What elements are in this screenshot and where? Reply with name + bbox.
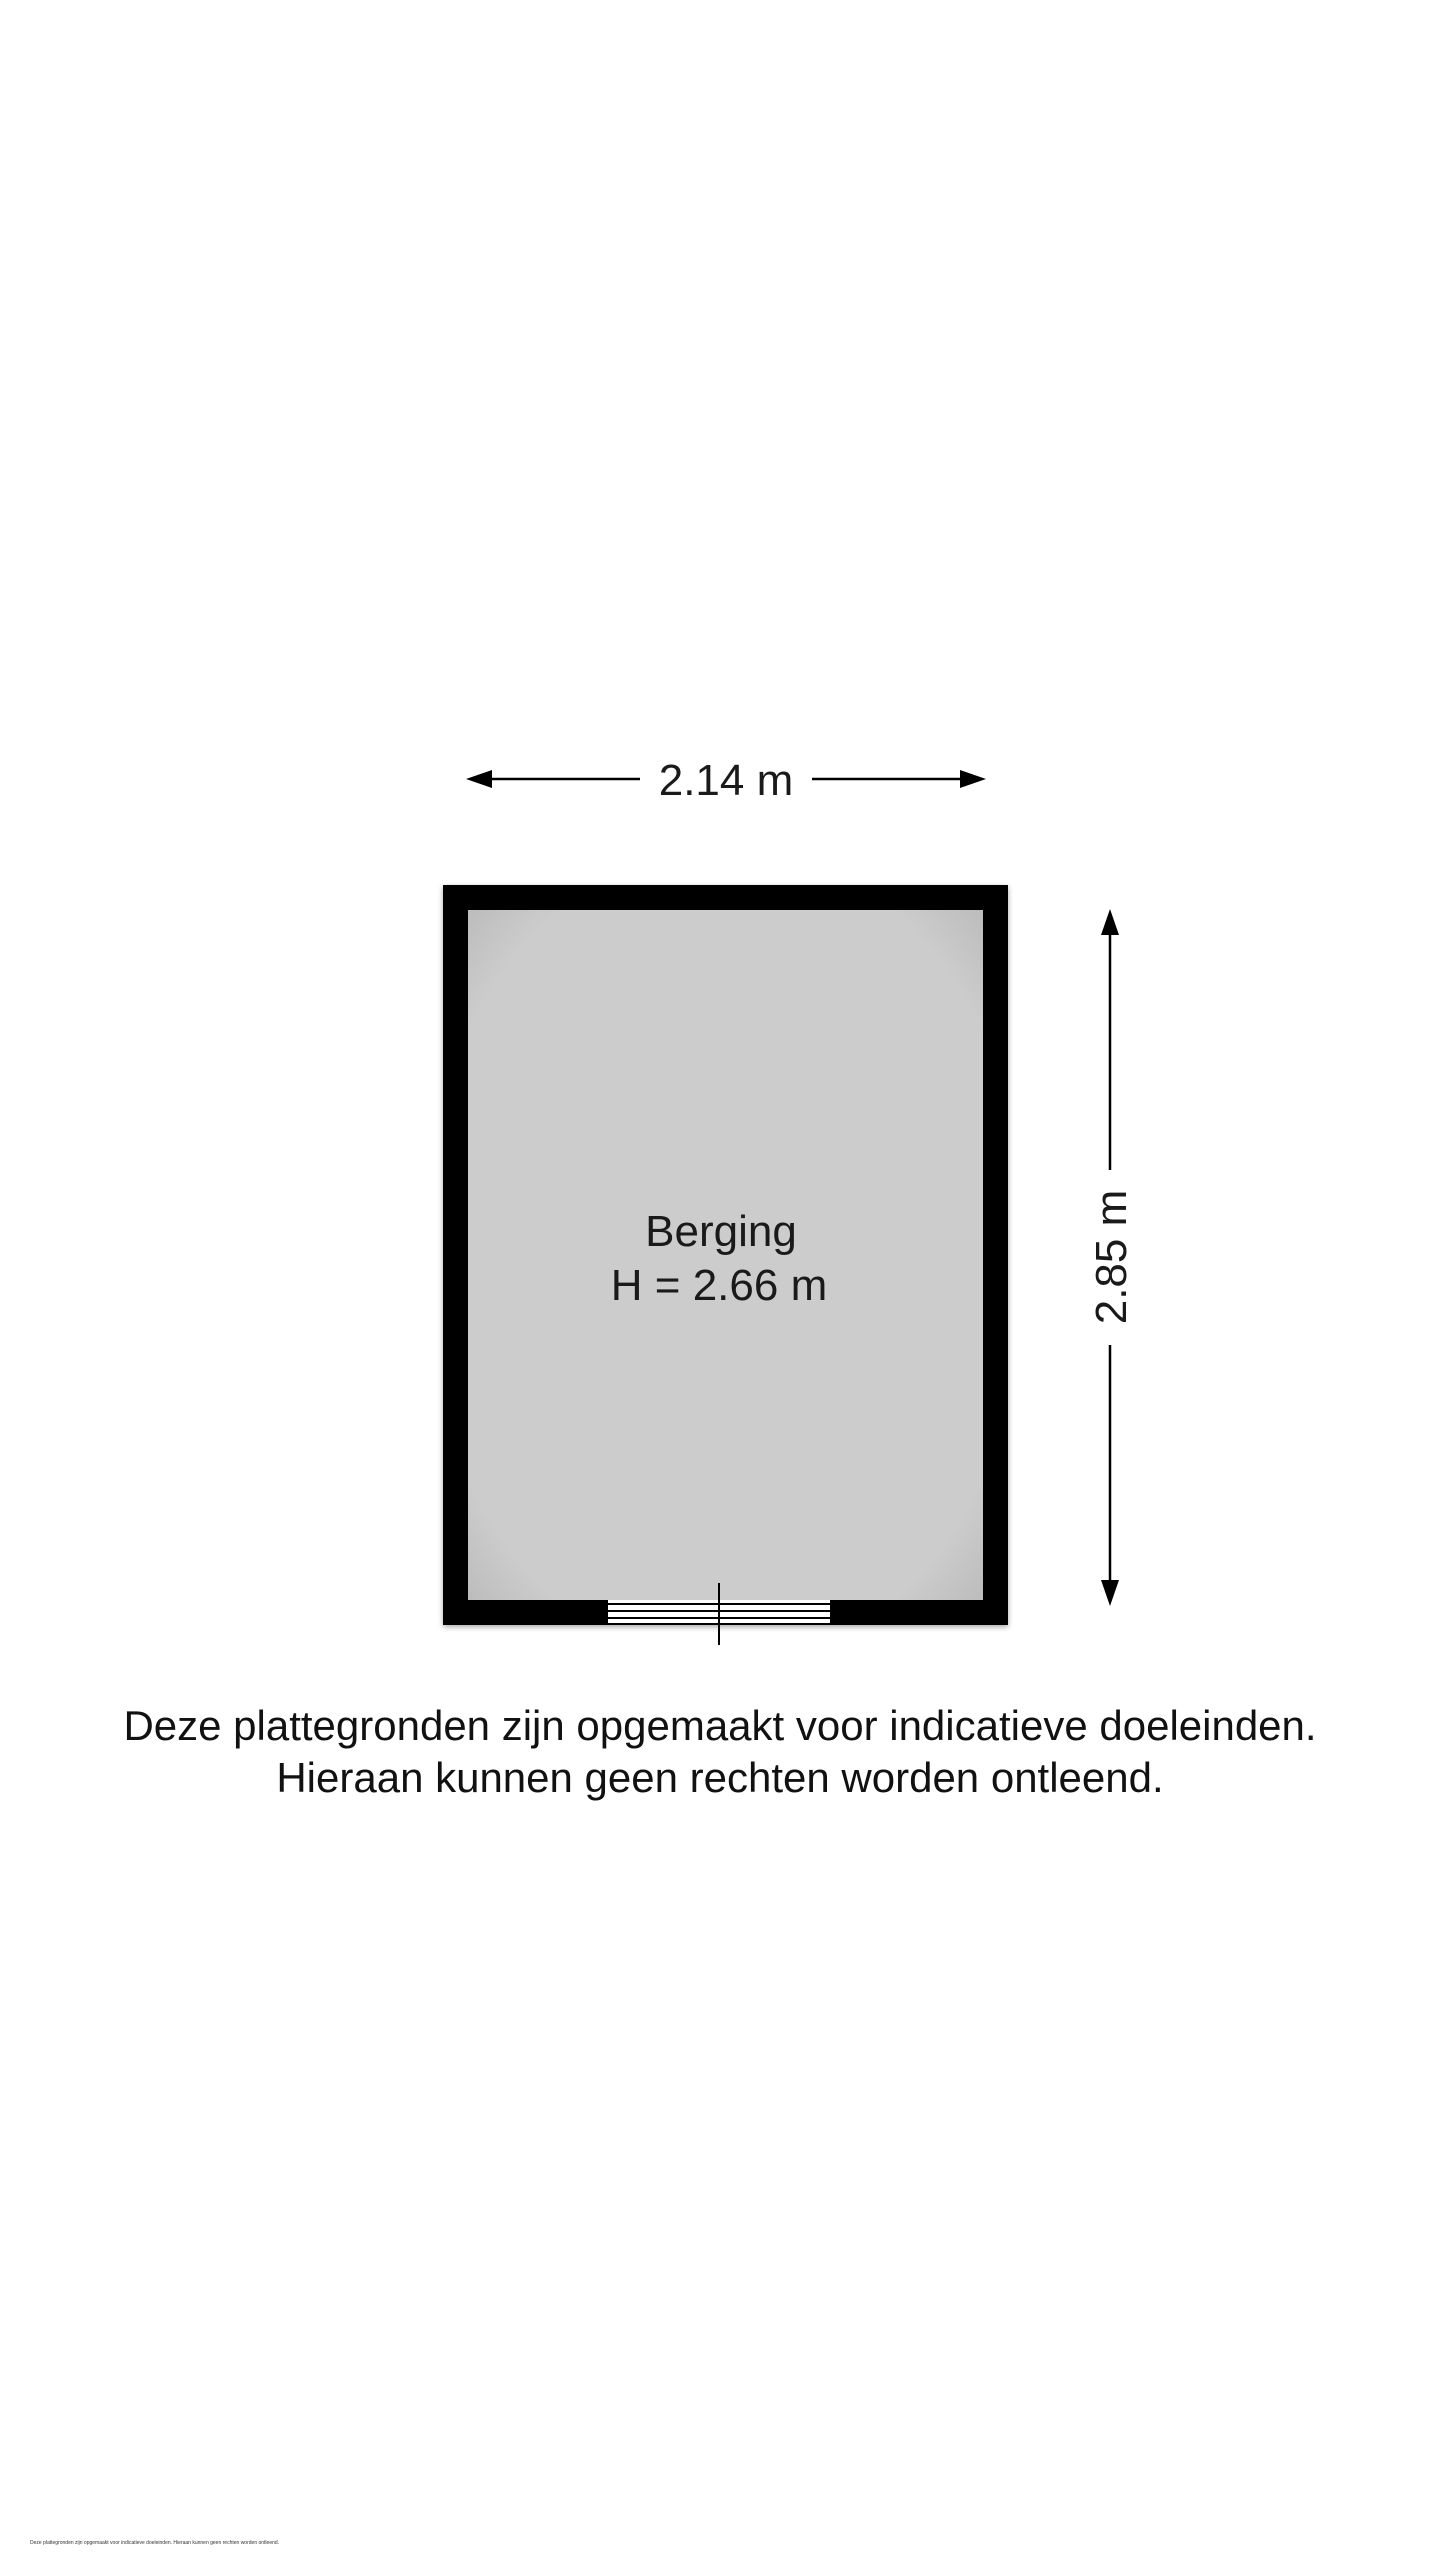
width-dimension-label: 2.14 m — [658, 756, 794, 805]
width-arrow-right — [960, 770, 986, 788]
depth-dimension — [1087, 909, 1136, 1606]
disclaimer-line-1: Deze plattegronden zijn opgemaakt voor indicatieve doeleinden. — [123, 1702, 1317, 1749]
width-arrow-left — [466, 770, 492, 788]
disclaimer-line-2: Hieraan kunnen geen rechten worden ontleend. — [276, 1754, 1164, 1801]
width-dimension — [466, 756, 986, 805]
depth-dimension-label: 2.85 m — [1087, 1189, 1136, 1325]
depth-arrow-top — [1101, 909, 1119, 935]
room-name: Berging — [645, 1207, 797, 1256]
room-height: H = 2.66 m — [610, 1261, 828, 1310]
fineprint-disclaimer: Deze plattegronden zijn opgemaakt voor indicatieve doeleinden. Hieraan kunnen geen rechten worden ontleend. — [30, 2540, 280, 2546]
depth-arrow-bottom — [1101, 1580, 1119, 1606]
